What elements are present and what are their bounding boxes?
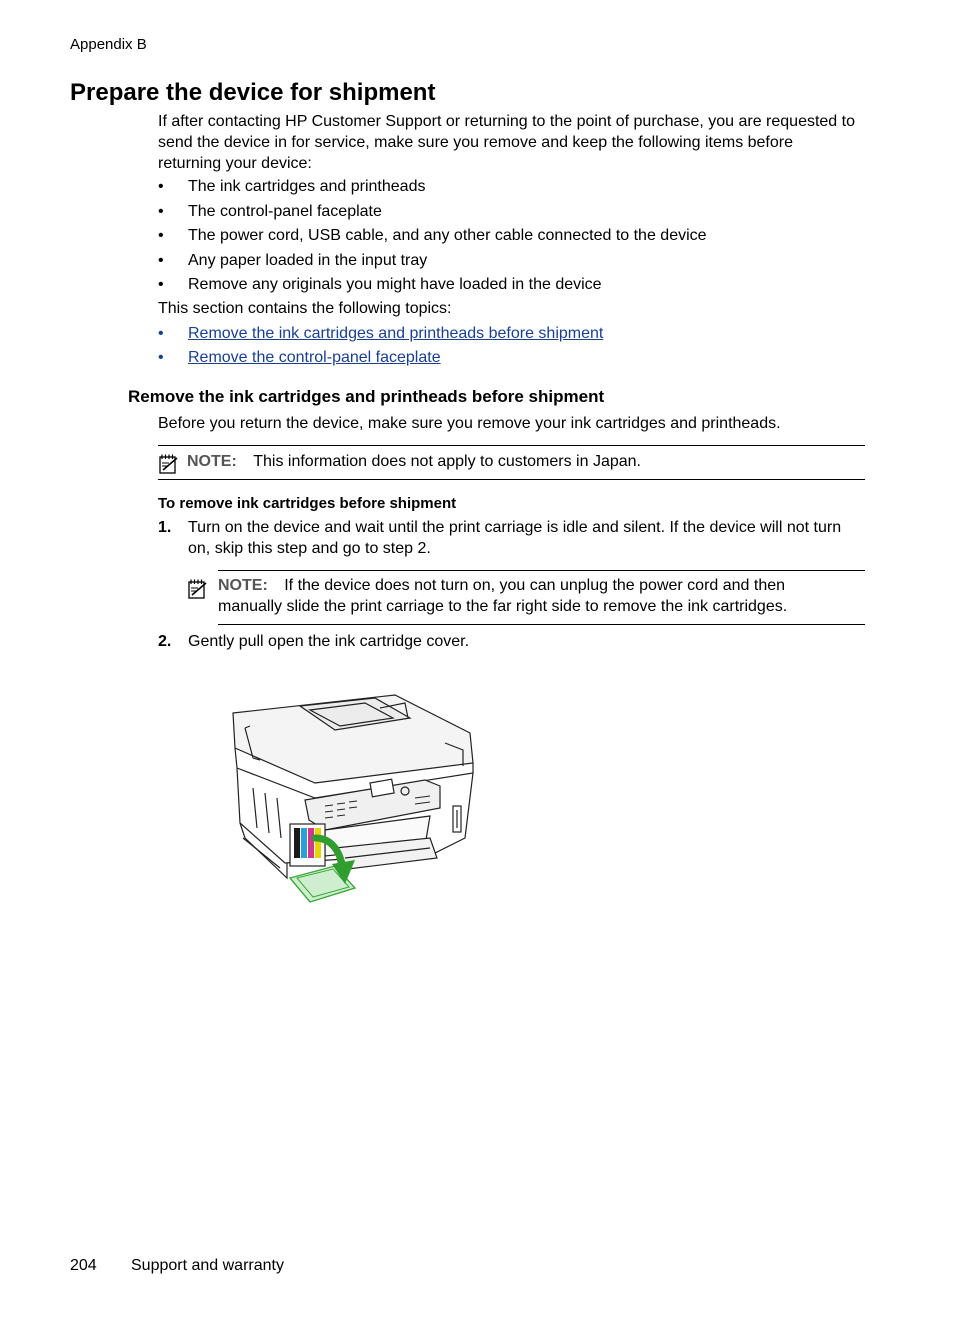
- bullet: •: [158, 349, 164, 366]
- page-title: Prepare the device for shipment: [70, 79, 436, 106]
- topics-intro: This section contains the following topics:: [158, 300, 452, 317]
- note-rule-top: [158, 445, 865, 446]
- note-label: NOTE:: [187, 453, 237, 470]
- list-item-text: The ink cartridges and printheads: [188, 178, 426, 195]
- printer-illustration: [225, 688, 480, 910]
- note-label: NOTE:: [218, 577, 268, 594]
- list-item-text: The control-panel faceplate: [188, 203, 382, 220]
- note-icon: [158, 453, 180, 475]
- note-rule-bottom: [158, 479, 865, 480]
- subsection-title: Remove the ink cartridges and printheads before shipment: [128, 387, 605, 406]
- bullet: •: [158, 227, 164, 244]
- note-japan: [187, 451, 641, 472]
- intro-paragraph: If after contacting HP Customer Support or returning to the point of purchase, you are requested to send the device in for service, make sure you remove and keep the following items before returning your device:: [158, 113, 855, 172]
- page-number: 204: [70, 1257, 97, 1274]
- bullet: •: [158, 325, 164, 342]
- bullet: •: [158, 276, 164, 293]
- running-head: Appendix B: [70, 36, 147, 53]
- topic-link-remove-faceplate[interactable]: Remove the control-panel faceplate: [188, 349, 441, 366]
- list-item-text: Remove any originals you might have loaded in the device: [188, 276, 602, 293]
- bullet: •: [158, 252, 164, 269]
- topic-link-remove-ink[interactable]: Remove the ink cartridges and printheads before shipment: [188, 325, 604, 342]
- note-rule-bottom: [218, 624, 865, 625]
- list-item-text: Any paper loaded in the input tray: [188, 252, 428, 269]
- footer-section-name: Support and warranty: [131, 1257, 284, 1274]
- bullet: •: [158, 178, 164, 195]
- note-text: This information does not apply to customers in Japan.: [253, 453, 641, 470]
- list-item-text: The power cord, USB cable, and any other cable connected to the device: [188, 227, 707, 244]
- subsection-intro: Before you return the device, make sure you remove your ink cartridges and printheads.: [158, 415, 781, 432]
- step-text-line: Turn on the device and wait until the print carriage is idle and silent. If the device will not turn: [188, 519, 842, 536]
- note-rule-top: [218, 570, 865, 571]
- note-icon: [187, 578, 209, 600]
- step-number: 2.: [158, 633, 172, 650]
- bullet: •: [158, 203, 164, 220]
- step-text-line: Gently pull open the ink cartridge cover.: [188, 633, 470, 650]
- note-power: [218, 575, 785, 596]
- procedure-title: To remove ink cartridges before shipment: [158, 495, 457, 512]
- note-text: If the device does not turn on, you can unplug the power cord and then: [284, 577, 786, 594]
- note-text-line: manually slide the print carriage to the far right side to remove the ink cartridges.: [218, 598, 788, 615]
- step-number: 1.: [158, 519, 172, 536]
- step-text-line: on, skip this step and go to step 2.: [188, 540, 431, 557]
